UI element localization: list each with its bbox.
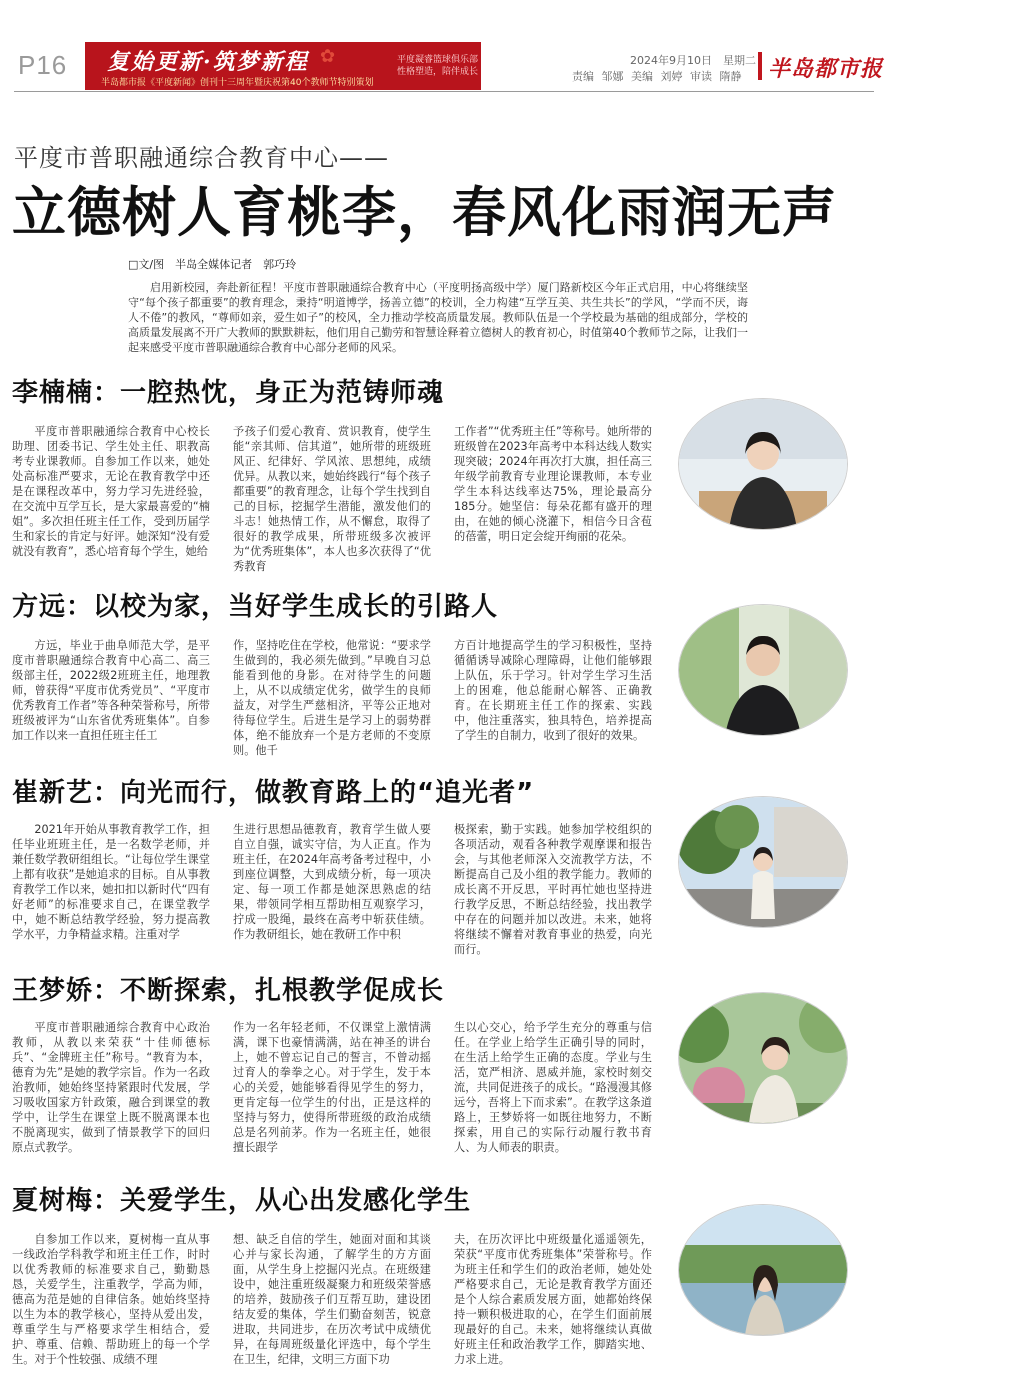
teacher-photo xyxy=(678,604,848,736)
section-column xyxy=(233,1232,431,1367)
article-byline: □文/图 半岛全媒体记者 郭巧玲 xyxy=(128,258,297,271)
section-column xyxy=(12,424,210,559)
column-text: 方百计地提高学生的学习积极性，坚持循循诱导减除心理障碍，让他们能够跟上队伍，乐于学习。针对学生学习生活上的困难，他总能耐心解答、正确教育。在长期班主任工作的探索、实践中，他注重落实，独具特色，培养提高了学生的自制力，收到了很好的效果。 xyxy=(454,639,652,742)
special-banner xyxy=(85,42,481,90)
section-title: 夏树梅：关爱学生，从心出发感化学生 xyxy=(12,1186,472,1216)
column-text: 作，坚持吃住在学校，他常说：“要求学生做到的，我必须先做到。”早晚自习总能看到他的身影。在对待学生的问题上，从不以成绩定优劣，做学生的良师益友，对学生严慈相济，平等公正地对待每位学生。后进生是学习上的弱势群体，绝不能放弃一个是方老师的不变原则。他千 xyxy=(233,639,431,757)
teacher-photo xyxy=(678,992,848,1124)
teacher-photo xyxy=(678,796,848,928)
section-title: 崔新艺：向光而行，做教育路上的“追光者” xyxy=(12,778,535,808)
section-column xyxy=(233,424,431,574)
section-column xyxy=(12,1020,210,1155)
teacher-photo xyxy=(678,1204,848,1336)
issue-date: 2024年9月10日 星期二 xyxy=(630,54,756,67)
article-lead: 启用新校园，奔赴新征程！平度市普职融通综合教育中心（平度明扬高级中学）厦门路新校区今年正式启用，中心将继续坚守“每个孩子都重要”的教育理念，秉持“明道博学，扬善立德”的校训，全力构建“互学互美、共生共长”的学风，“学而不厌，诲人不倦”的教风，“尊师如亲，爱生如子”的校风，全力推动学校高质量发展。教师队伍是一个学校最为基础的组成部分，学校的高质量发展离不开广大教师的默默耕耘，他们用自己勤劳和智慧诠释着立德树人的教育初心，时值第40个教师节之际，让我们一起来感受平度市普职融通综合教育中心部分老师的风采。 xyxy=(128,281,748,354)
section-title: 王梦娇：不断探索，扎根教学促成长 xyxy=(12,976,445,1006)
banner-ad-line-2: 性格塑造，陪伴成长 xyxy=(397,67,479,77)
article-kicker: 平度市普职融通综合教育中心—— xyxy=(14,144,389,172)
section-column xyxy=(12,1232,210,1367)
section-column xyxy=(454,1020,652,1155)
section-title: 李楠楠：一腔热忱，身正为范铸师魂 xyxy=(12,378,445,408)
newspaper-logo: 半岛都市报 xyxy=(768,56,884,82)
section-column xyxy=(454,424,652,544)
masthead-bar xyxy=(758,52,762,80)
column-text: 作为一名年轻老师，不仅课堂上激情满满，课下也豪情满满，站在神圣的讲台上，她不曾忘记自己的誓言，不曾动摇过育人的拳拳之心。对于学生，发于本心的关爱，她能够看得见学生的努力，更肯定每一位学生的付出，正是这样的坚持与努力，使得所带班级的政治成绩总是名列前茅。作为一名班主任，她很擅长跟学 xyxy=(233,1021,431,1154)
column-text: 极探索，勤于实践。她参加学校组织的各项活动，观看各种教学观摩课和报告会，与其他老师深入交流教学方法，不断提高自己及小组的教学能力。教师的成长离不开反思，平时再忙她也坚持进行教学反思，不断总结经验，找出教学中存在的问题并加以改进。未来，她将将继续不懈着对教育事业的热爱，向光而行。 xyxy=(454,823,652,956)
column-text: 平度市普职融通综合教育中心校长助理、团委书记、学生处主任、职教高考专业课教师。自参加工作以来，她处处高标准严要求，无论在教育教学中还是在课程改革中，努力学习先进经验，在交流中互学互长，是大家最喜爱的“楠姐”。多次担任班主任工作，受到历届学生和家长的肯定与好评。她深知“没有爱就没有教育”，悉心培育每个学生，她给 xyxy=(12,425,210,558)
teacher-photo xyxy=(678,398,848,530)
column-text: 生进行思想品德教育，教育学生做人要自立自强，诚实守信，为人正直。作为班主任，在2024年高考备考过程中，小到座位调整，大到成绩分析，每一项决定、每一项工作都是她深思熟虑的结果，带领同学相互帮助相互观察学习，拧成一股绳，最终在高考中斩获佳绩。作为教研组长，她在教研工作中积 xyxy=(233,823,431,941)
section-column xyxy=(12,638,210,743)
section-column xyxy=(454,822,652,957)
editor-credits: 责编 邹娜 美编 刘婷 审读 隋静 xyxy=(572,70,742,83)
banner-subtitle: 半岛都市报《平度新闻》创刊十三周年暨庆祝第40个教师节特别策划 xyxy=(101,78,374,88)
column-text: 方远，毕业于曲阜师范大学，是平度市普职融通综合教育中心高二、高三级部主任，2022级2班班主任，地理教师，曾获得“平度市优秀党员”、“平度市优秀教育工作者”等各种荣誉称号，所带班级被评为“山东省优秀班集体”。自参加工作以来一直担任班主任工 xyxy=(12,639,210,742)
section-column xyxy=(454,1232,652,1367)
column-text: 予孩子们爱心教育、赏识教育，使学生能“亲其师、信其道”，她所带的班级班风正、纪律好、学风浓、思想纯，成绩优异。从教以来，她始终践行“每个孩子都重要”的教育理念，让每个学生找到自己的目标，挖掘学生潜能，激发他们的斗志！她热情工作，从不懈怠，取得了很好的教学成果，所带班级多次被评为“优秀班集体”，本人也多次获得了“优秀教育 xyxy=(233,425,431,573)
column-text: 生以心交心，给予学生充分的尊重与信任。在学业上给学生正确引导的同时，在生活上给学生正确的态度。学业与生活，宽严相济、恩威并施，家校时刻交流，共同促进孩子的成长。“路漫漫其修远兮，吾将上下而求索”。在教学这条道路上，王梦娇将一如既往地努力，不断探索，用自己的实际行动履行教书育人、为人师表的职责。 xyxy=(454,1021,652,1154)
column-text: 想、缺乏自信的学生，她面对面和其谈心并与家长沟通，了解学生的方方面面，从学生身上挖掘闪光点。在班级建设中，她注重班级凝聚力和班级荣誉感的培养，鼓励孩子们互帮互助，建设团结友爱的集体，学生们勤奋刻苦，锐意进取，共同进步，在历次考试中成绩优异，在每周班级量化评选中，每个学生在卫生，纪律，文明三方面下功 xyxy=(233,1233,431,1366)
section-column xyxy=(12,822,210,942)
section-column xyxy=(233,638,431,758)
section-title: 方远：以校为家，当好学生成长的引路人 xyxy=(12,592,499,622)
section-column xyxy=(233,1020,431,1155)
column-text: 工作者”“优秀班主任”等称号。她所带的班级曾在2023年高考中本科达线人数实现突破；2024年再次打大旗，担任高三年级学前教育专业理论课教师，本专业学生本科达线率达75%，理论最高分185分。她坚信：每朵花都有盛开的理由，在她的倾心浇灌下，相信今日含苞的蓓蕾，明日定会绽开绚丽的花朵。 xyxy=(454,425,652,543)
column-text: 2021年开始从事教育教学工作，担任毕业班班主任，是一名数学老师，并兼任数学教研组组长。“让每位学生课堂上都有收获”是她追求的目标。自从事教育教学工作以来，她扣扣以新时代“四有好老师”的标准要求自己，在课堂教学中，她不断总结教学经验，努力提高教学水平，力争精益求精。注重对学 xyxy=(12,823,210,941)
banner-title: 复始更新·筑梦新程 xyxy=(107,49,309,75)
article-headline: 立德树人育桃李，春风化雨润无声 xyxy=(12,181,837,244)
page-number: P16 xyxy=(18,50,68,80)
banner-ad-text xyxy=(397,54,478,78)
column-text: 夫，在历次评比中班级量化遥遥领先，荣获“平度市优秀班集体”荣誉称号。作为班主任和学生们的政治老师，她处处严格要求自己，无论是教育教学方面还是个人综合素质发展方面，她都始终保持一颗积极进取的心，在学生们面前展现最好的自己。未来，她将继续认真做好班主任和政治教学工作，脚踏实地、力求上进。 xyxy=(454,1233,652,1366)
column-text: 自参加工作以来，夏树梅一直从事一线政治学科教学和班主任工作，时时以优秀教师的标准要求自己，勤勤恳恳，关爱学生，注重教学，学高为师，德高为范是她的自律信条。她始终坚持以生为本的教学核心，坚持从爱出发，尊重学生与严格要求学生相结合，爱护、尊重、信赖、帮助班上的每一个学生。对于个性较强、成绩不理 xyxy=(12,1233,210,1366)
section-column xyxy=(233,822,431,942)
header-divider xyxy=(14,91,874,92)
column-text: 平度市普职融通综合教育中心政治教师，从教以来荣获“十佳师德标兵”、“金牌班主任”称号。“教育为本，德育为先”是她的教学宗旨。作为一名政治教师，她始终坚持紧跟时代发展，学习吸收国家方针政策，融合到课堂的教学中，让学生在课堂上既不脱离课本也不脱离现实，做到了情景教学下的回归原点式教学。 xyxy=(12,1021,210,1154)
section-column xyxy=(454,638,652,743)
flower-decoration-icon: ✿ xyxy=(320,46,336,67)
banner-ad-line-1: 平度凝睿篮球俱乐部 xyxy=(397,55,479,65)
